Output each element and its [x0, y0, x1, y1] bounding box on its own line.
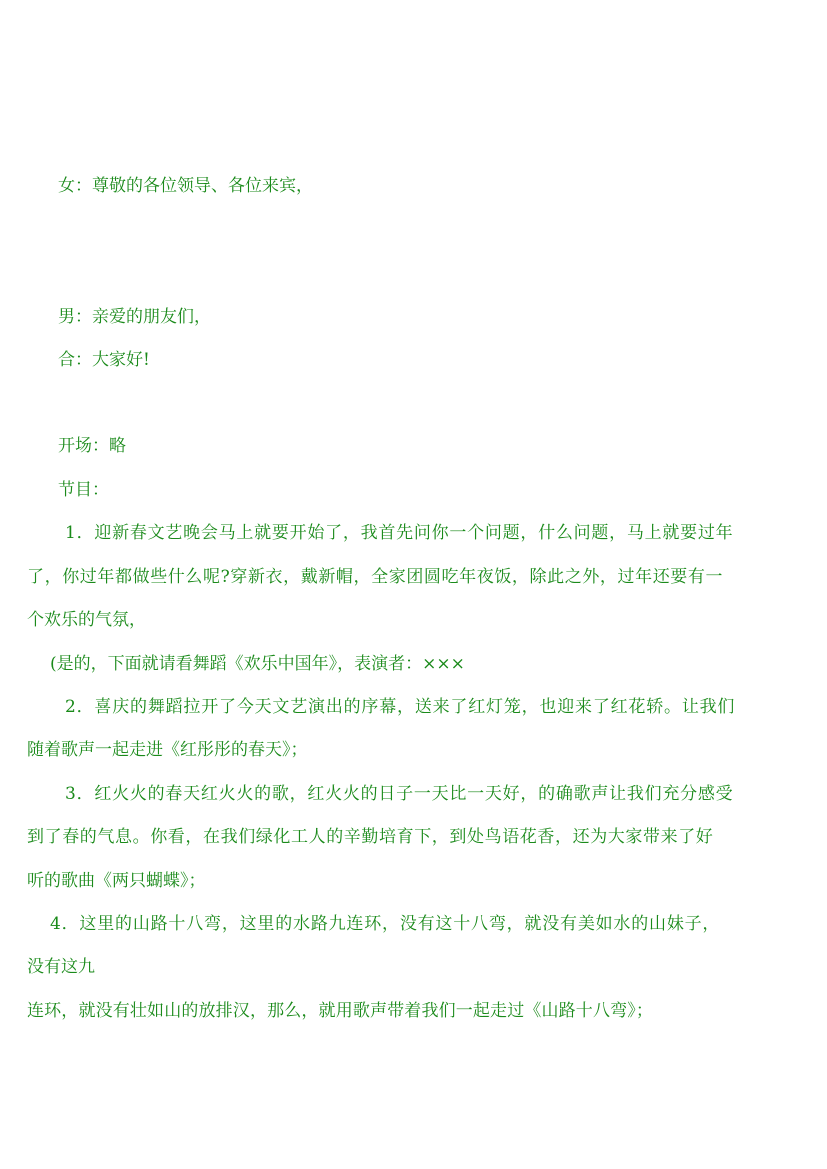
program-item-4-line-2: 没有这九 — [27, 957, 95, 977]
program-item-1-line-4: (是的，下面就请看舞蹈《欢乐中国年》，表演者：××× — [50, 654, 465, 674]
program-item-3-line-2: 到了春的气息。你看，在我们绿化工人的辛勤培育下，到处鸟语花香，还为大家带来了好 — [27, 827, 714, 847]
program-item-4-line-1: 4．这里的山路十八弯，这里的水路九连环，没有这十八弯，就没有美如水的山妹子， — [50, 914, 721, 934]
male-greeting-line: 男：亲爱的朋友们， — [58, 307, 211, 327]
program-heading: 节目： — [58, 480, 109, 500]
female-greeting-line: 女：尊敬的各位领导、各位来宾， — [58, 176, 313, 196]
program-item-1-line-2: 了，你过年都做些什么呢?穿新衣，戴新帽，全家团圆吃年夜饭，除此之外，过年还要有一 — [27, 567, 724, 587]
opening-line: 开场：略 — [58, 436, 126, 456]
program-item-2-line-2: 随着歌声一起走进《红彤彤的春天》； — [27, 740, 308, 760]
program-item-1-line-1: 1．迎新春文艺晚会马上就要开始了，我首先问你一个问题，什么问题，马上就要过年 — [65, 523, 734, 543]
together-greeting-line: 合：大家好! — [58, 350, 150, 370]
program-item-1-line-3: 个欢乐的气氛， — [27, 610, 146, 630]
program-item-3-line-1: 3．红火火的春天红火火的歌，红火火的日子一天比一天好，的确歌声让我们充分感受 — [65, 784, 734, 804]
program-item-4-line-3: 连环，就没有壮如山的放排汉，那么，就用歌声带着我们一起走过《山路十八弯》； — [27, 1001, 654, 1021]
program-item-2-line-1: 2．喜庆的舞蹈拉开了今天文艺演出的序幕，送来了红灯笼，也迎来了红花轿。让我们 — [65, 697, 736, 717]
program-item-3-line-3: 听的歌曲《两只蝴蝶》； — [27, 871, 206, 891]
